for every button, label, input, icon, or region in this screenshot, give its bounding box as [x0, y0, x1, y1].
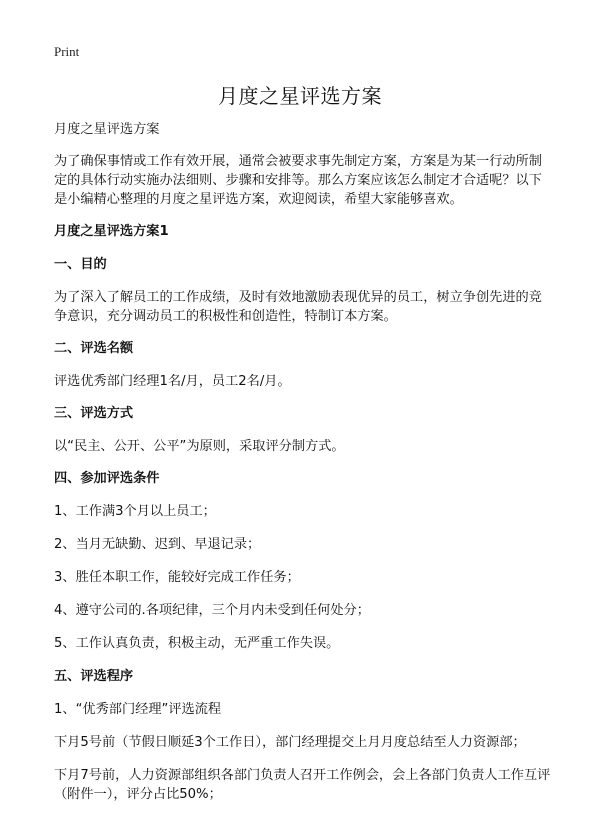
goal-heading: 一、目的	[54, 257, 107, 272]
print-link[interactable]: Print	[54, 44, 80, 59]
condition-item: 2、当月无缺勤、迟到、早退记录；	[54, 537, 261, 552]
method-paragraph: 以“民主、公开、公平”为原则，采取评分制方式。	[54, 439, 345, 454]
intro-paragraph: 为了确保事情或工作有效开展，通常会被要求事先制定方案，方案是为某一行动所制定的具体行动实施办法细则、步骤和安排等。那么方案应该怎么制定才合适呢？以下是小编精心整理的月度之星评选方案，欢迎阅读，希望大家能够喜欢。	[54, 154, 542, 207]
document-body	[54, 120, 552, 818]
condition-item: 1、工作满3个月以上员工；	[54, 504, 216, 519]
document-subtitle: 月度之星评选方案	[54, 122, 160, 137]
condition-item: 4、遵守公司的.各项纪律，三个月内未受到任何处分；	[54, 603, 370, 618]
procedure-heading: 五、评选程序	[54, 669, 134, 684]
plan-heading: 月度之星评选方案1	[54, 224, 169, 239]
conditions-heading: 四、参加评选条件	[54, 471, 160, 486]
goal-paragraph: 为了深入了解员工的工作成绩，及时有效地激励表现优异的员工，树立争创先进的竞争意识，充分调动员工的积极性和创造性，特制订本方案。	[54, 290, 542, 324]
method-heading: 三、评选方式	[54, 406, 134, 421]
procedure-item: 下月5号前（节假日顺延3个工作日），部门经理提交上月月度总结至人力资源部；	[54, 735, 526, 750]
procedure-item: 1、“优秀部门经理”评选流程	[54, 702, 222, 717]
quota-heading: 二、评选名额	[54, 341, 134, 356]
page-title: 月度之星评选方案	[218, 84, 382, 108]
condition-item: 3、胜任本职工作，能较好完成工作任务；	[54, 570, 300, 585]
quota-paragraph: 评选优秀部门经理1名/月，员工2名/月。	[54, 374, 291, 389]
procedure-item: 下月7号前，人力资源部组织各部门负责人召开工作例会，会上各部门负责人工作互评（附件一），评分占比50%；	[54, 768, 551, 802]
condition-item: 5、工作认真负责，积极主动，无严重工作失误。	[54, 636, 340, 651]
